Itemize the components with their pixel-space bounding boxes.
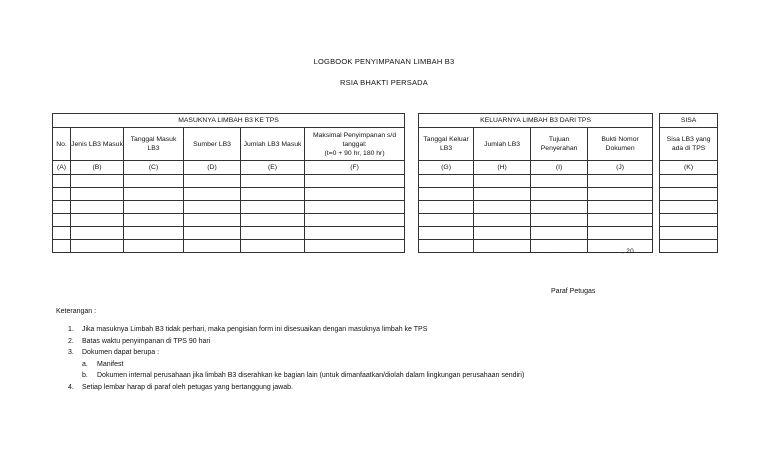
note-number: 3.	[68, 349, 74, 357]
group-header-masuk: MASUKNYA LIMBAH B3 KE TPS	[53, 114, 405, 128]
column-header-sumber: Sumber LB3	[184, 128, 241, 161]
entry-cell[interactable]	[241, 227, 305, 240]
entry-cell[interactable]	[71, 188, 124, 201]
column-header-maksimal-line2: (t=0 + 90 hr, 180 hr)	[324, 149, 385, 157]
entry-cell[interactable]	[474, 201, 531, 214]
entry-cell[interactable]	[588, 201, 653, 214]
note-item	[56, 336, 524, 348]
entry-cell[interactable]	[305, 214, 405, 227]
entry-cell[interactable]	[660, 175, 718, 188]
entry-cell[interactable]	[419, 240, 474, 253]
entry-cell[interactable]	[53, 175, 71, 188]
entry-cell[interactable]	[660, 240, 718, 253]
table-row	[53, 175, 718, 188]
entry-cell[interactable]	[305, 175, 405, 188]
column-header-sisa: Sisa LB3 yang ada di TPS	[660, 128, 718, 161]
entry-cell[interactable]	[71, 240, 124, 253]
entry-cell[interactable]	[588, 214, 653, 227]
note-text: Manifest	[97, 360, 124, 368]
note-letter: b.	[82, 372, 88, 380]
entry-cell[interactable]	[184, 175, 241, 188]
entry-cell[interactable]	[124, 201, 184, 214]
entry-cell[interactable]	[305, 240, 405, 253]
note-number: 1.	[68, 326, 74, 333]
column-header-tujuan: Tujuan Penyerahan	[531, 128, 588, 161]
column-header-tanggal-keluar: Tanggal Keluar LB3	[419, 128, 474, 161]
column-gap	[405, 114, 419, 253]
column-header-maksimal	[305, 128, 405, 161]
entry-cell[interactable]	[419, 201, 474, 214]
entry-cell[interactable]	[531, 227, 588, 240]
column-label: (A)	[53, 161, 71, 175]
entry-cell[interactable]	[474, 175, 531, 188]
entry-cell[interactable]	[474, 227, 531, 240]
column-label: (F)	[305, 161, 405, 175]
entry-cell[interactable]	[305, 201, 405, 214]
notes-heading: Keterangan :	[56, 308, 97, 315]
page-title: LOGBOOK PENYIMPANAN LIMBAH B3	[313, 57, 455, 66]
column-label: (C)	[124, 161, 184, 175]
signature-label: Paraf Petugas	[551, 288, 596, 295]
entry-cell[interactable]	[71, 214, 124, 227]
date-line: ………………………………………, 20……	[520, 248, 648, 255]
note-item	[56, 382, 524, 394]
entry-cell[interactable]	[71, 175, 124, 188]
column-gap	[653, 114, 660, 253]
column-label: (B)	[71, 161, 124, 175]
table-row	[53, 188, 718, 201]
entry-cell[interactable]	[660, 214, 718, 227]
entry-cell[interactable]	[531, 175, 588, 188]
column-label: (E)	[241, 161, 305, 175]
table-row	[53, 201, 718, 214]
notes-list	[56, 324, 524, 394]
entry-cell[interactable]	[241, 240, 305, 253]
column-header-jenis: Jenis LB3 Masuk	[71, 128, 124, 161]
entry-cell[interactable]	[184, 188, 241, 201]
entry-cell[interactable]	[53, 214, 71, 227]
note-subitem	[82, 359, 524, 371]
entry-cell[interactable]	[184, 201, 241, 214]
note-text: Setiap lembar harap di paraf oleh petugas yang bertanggung jawab.	[82, 383, 293, 391]
entry-cell[interactable]	[53, 227, 71, 240]
note-number: 2.	[68, 337, 74, 345]
entry-cell[interactable]	[124, 240, 184, 253]
column-header-no: No.	[53, 128, 71, 161]
column-header-maksimal-line1: Maksimal Penyimpanan s/d tanggal:	[312, 131, 397, 148]
entry-cell[interactable]	[660, 201, 718, 214]
note-item	[56, 324, 524, 336]
column-header-tanggal-masuk: Tanggal Masuk LB3	[124, 128, 184, 161]
entry-cell[interactable]	[531, 188, 588, 201]
entry-cell[interactable]	[53, 201, 71, 214]
entry-cell[interactable]	[588, 227, 653, 240]
entry-cell[interactable]	[474, 188, 531, 201]
column-label: (K)	[660, 161, 718, 175]
entry-cell[interactable]	[660, 227, 718, 240]
entry-cell[interactable]	[419, 188, 474, 201]
entry-cell[interactable]	[419, 175, 474, 188]
column-header-bukti: Bukti Nomor Dokumen	[588, 128, 653, 161]
entry-cell[interactable]	[124, 175, 184, 188]
column-header-jumlah-masuk: Jumlah LB3 Masuk	[241, 128, 305, 161]
entry-cell[interactable]	[53, 188, 71, 201]
column-label: (I)	[531, 161, 588, 175]
note-text: Batas waktu penyimpanan di TPS 90 hari	[82, 337, 211, 345]
column-label: (D)	[184, 161, 241, 175]
entry-cell[interactable]	[419, 227, 474, 240]
column-header-jumlah: Jumlah LB3	[474, 128, 531, 161]
entry-cell[interactable]	[660, 188, 718, 201]
note-item	[56, 347, 524, 382]
entry-cell[interactable]	[124, 214, 184, 227]
note-text: Jika masuknya Limbah B3 tidak perhari, maka pengisian form ini disesuaikan dengan masuknya limbah ke TPS	[82, 326, 428, 333]
note-number: 4.	[68, 383, 74, 391]
note-sublist	[82, 359, 524, 382]
entry-cell[interactable]	[184, 240, 241, 253]
entry-cell[interactable]	[531, 201, 588, 214]
entry-cell[interactable]	[184, 214, 241, 227]
group-header-keluar: KELUARNYA LIMBAH B3 DARI TPS	[419, 114, 653, 128]
entry-cell[interactable]	[241, 175, 305, 188]
entry-cell[interactable]	[53, 240, 71, 253]
logbook-table	[52, 113, 718, 253]
note-letter: a.	[82, 360, 88, 368]
entry-cell[interactable]	[241, 188, 305, 201]
entry-cell[interactable]	[184, 227, 241, 240]
note-text: Dokumen internal perusahaan jika limbah B3 diserahkan ke bagian lain (untuk dimanfaatkan/diolah dalam lingkungan perusahaan sendiri)	[97, 372, 525, 380]
note-subitem	[82, 370, 524, 382]
table-row	[53, 214, 718, 227]
entry-cell[interactable]	[71, 201, 124, 214]
entry-cell[interactable]	[305, 227, 405, 240]
entry-cell[interactable]	[241, 201, 305, 214]
entry-cell[interactable]	[241, 214, 305, 227]
column-label: (J)	[588, 161, 653, 175]
entry-cell[interactable]	[124, 227, 184, 240]
hospital-name: RSIA BHAKTI PERSADA	[340, 78, 428, 87]
entry-cell[interactable]	[124, 188, 184, 201]
entry-cell[interactable]	[531, 214, 588, 227]
column-label: (G)	[419, 161, 474, 175]
note-text: Dokumen dapat berupa :	[82, 349, 160, 357]
entry-cell[interactable]	[419, 214, 474, 227]
entry-cell[interactable]	[588, 188, 653, 201]
entry-cell[interactable]	[305, 188, 405, 201]
column-label: (H)	[474, 161, 531, 175]
group-header-sisa: SISA	[660, 114, 718, 128]
entry-cell[interactable]	[588, 175, 653, 188]
entry-cell[interactable]	[474, 214, 531, 227]
entry-cell[interactable]	[71, 227, 124, 240]
table-row	[53, 227, 718, 240]
